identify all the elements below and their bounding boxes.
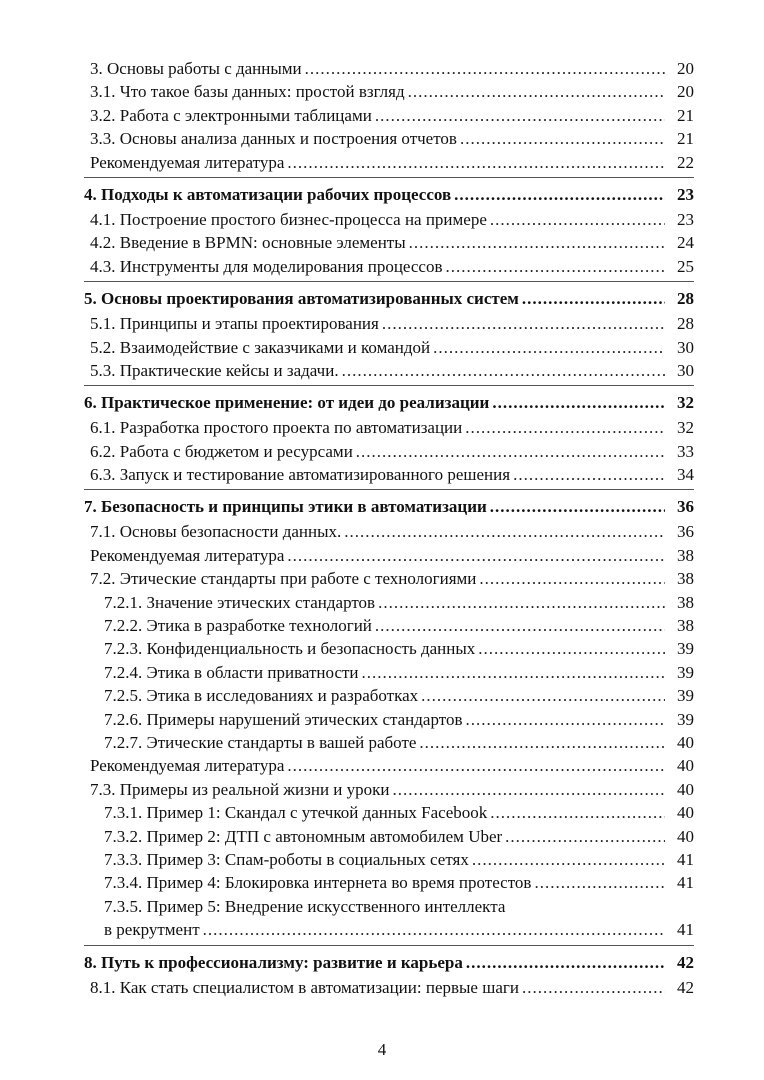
toc-entry-page: 28 bbox=[677, 289, 694, 309]
toc-entry-title: 6. Практическое применение: от идеи до реализации bbox=[84, 393, 490, 413]
toc-chapter-entry[interactable] bbox=[84, 285, 694, 312]
toc-entry[interactable] bbox=[84, 778, 694, 801]
section-divider bbox=[84, 385, 694, 386]
toc-entry-page: 23 bbox=[677, 209, 694, 229]
toc-entry[interactable] bbox=[84, 440, 694, 463]
dot-leader bbox=[513, 463, 665, 486]
toc-entry-title: 7. Безопасность и принципы этики в автоматизации bbox=[84, 497, 487, 517]
toc-entry[interactable] bbox=[84, 208, 694, 231]
dot-leader bbox=[492, 389, 665, 416]
dot-leader bbox=[344, 520, 665, 543]
toc-entry-page: 25 bbox=[677, 256, 694, 276]
toc-entry-page: 42 bbox=[677, 977, 694, 997]
toc-entry-title: 5.3. Практические кейсы и задачи. bbox=[90, 360, 339, 380]
toc-entry-page: 40 bbox=[677, 732, 694, 752]
dot-leader bbox=[479, 567, 665, 590]
toc-entry[interactable] bbox=[84, 151, 694, 174]
toc-entry[interactable] bbox=[84, 359, 694, 382]
dot-leader bbox=[375, 104, 665, 127]
toc-entry-title-continuation: в рекрутмент bbox=[104, 920, 200, 940]
toc-entry-page: 39 bbox=[677, 662, 694, 682]
dot-leader bbox=[375, 614, 665, 637]
dot-leader bbox=[433, 336, 665, 359]
toc-entry-page: 34 bbox=[677, 465, 694, 485]
toc-entry-title: 7.3.5. Пример 5: Внедрение искусственного интеллекта bbox=[104, 896, 506, 916]
toc-entry-title: 7.2.5. Этика в исследованиях и разработках bbox=[104, 686, 419, 706]
dot-leader bbox=[287, 544, 665, 567]
toc-entry[interactable] bbox=[84, 848, 694, 871]
toc-entry-title: 7.3.3. Пример 3: Спам-роботы в социальных сетях bbox=[104, 849, 469, 869]
toc-entry[interactable] bbox=[84, 255, 694, 278]
toc-entry-page: 36 bbox=[677, 497, 694, 517]
section-divider bbox=[84, 945, 694, 946]
toc-entry-title: 7.2.7. Этические стандарты в вашей работе bbox=[104, 732, 417, 752]
page-number: 4 bbox=[377, 1040, 387, 1059]
toc-entry[interactable] bbox=[84, 520, 694, 543]
toc-entry-title: 8. Путь к профессионализму: развитие и карьера bbox=[84, 952, 463, 972]
toc-entry-title: 3.2. Работа с электронными таблицами bbox=[90, 105, 372, 125]
toc-chapter-entry[interactable] bbox=[84, 949, 694, 976]
toc-entry-title: 5. Основы проектирования автоматизированных систем bbox=[84, 289, 519, 309]
toc-entry-page: 33 bbox=[677, 441, 694, 461]
toc-entry-title: 3.3. Основы анализа данных и построения отчетов bbox=[90, 129, 457, 149]
toc-entry-page: 38 bbox=[677, 569, 694, 589]
toc-entry-page: 42 bbox=[677, 952, 694, 972]
toc-entry-title: 7.2.6. Примеры нарушений этических стандартов bbox=[104, 709, 463, 729]
toc-entry[interactable] bbox=[84, 416, 694, 439]
dot-leader bbox=[409, 231, 665, 254]
section-divider bbox=[84, 177, 694, 178]
dot-leader bbox=[356, 440, 665, 463]
toc-entry[interactable] bbox=[84, 336, 694, 359]
toc-entry[interactable] bbox=[84, 684, 694, 707]
toc-entry[interactable] bbox=[84, 754, 694, 777]
toc-entry-title: 7.2.3. Конфиденциальность и безопасность данных bbox=[104, 639, 476, 659]
dot-leader bbox=[460, 127, 665, 150]
dot-leader bbox=[382, 312, 665, 335]
dot-leader bbox=[342, 359, 665, 382]
toc-entry[interactable] bbox=[84, 80, 694, 103]
section-divider bbox=[84, 489, 694, 490]
dot-leader bbox=[465, 416, 665, 439]
dot-leader bbox=[522, 285, 665, 312]
toc-entry-title: 4.1. Построение простого бизнес-процесса на примере bbox=[90, 209, 487, 229]
table-of-contents bbox=[84, 57, 694, 999]
dot-leader bbox=[287, 754, 665, 777]
dot-leader bbox=[465, 708, 665, 731]
dot-leader bbox=[490, 493, 665, 520]
toc-entry[interactable] bbox=[84, 231, 694, 254]
dot-leader bbox=[454, 181, 665, 208]
dot-leader bbox=[362, 661, 665, 684]
toc-entry[interactable] bbox=[84, 825, 694, 848]
toc-entry-page: 28 bbox=[677, 314, 694, 334]
dot-leader bbox=[490, 208, 665, 231]
toc-entry[interactable] bbox=[84, 871, 694, 894]
toc-entry[interactable] bbox=[84, 731, 694, 754]
dot-leader bbox=[408, 80, 665, 103]
toc-entry[interactable] bbox=[84, 614, 694, 637]
toc-entry-page: 38 bbox=[677, 616, 694, 636]
dot-leader bbox=[378, 591, 665, 614]
dot-leader bbox=[419, 731, 665, 754]
dot-leader bbox=[522, 976, 665, 999]
section-divider bbox=[84, 281, 694, 282]
dot-leader bbox=[490, 801, 665, 824]
dot-leader bbox=[534, 871, 665, 894]
dot-leader bbox=[466, 949, 665, 976]
toc-entry-title: 7.3.2. Пример 2: ДТП с автономным автомобилем Uber bbox=[104, 826, 503, 846]
toc-entry[interactable] bbox=[84, 895, 694, 942]
toc-entry-title: 5.1. Принципы и этапы проектирования bbox=[90, 314, 379, 334]
toc-entry-page: 21 bbox=[677, 129, 694, 149]
toc-entry[interactable] bbox=[84, 976, 694, 999]
toc-entry-title: Рекомендуемая литература bbox=[90, 756, 285, 776]
toc-entry-page: 41 bbox=[677, 849, 694, 869]
dot-leader bbox=[203, 918, 665, 941]
toc-entry-page: 32 bbox=[677, 393, 694, 413]
toc-entry-title: 3. Основы работы с данными bbox=[90, 59, 302, 78]
toc-entry-title: 7.3.4. Пример 4: Блокировка интернета во время протестов bbox=[104, 873, 532, 893]
dot-leader bbox=[478, 637, 665, 660]
toc-entry-page: 40 bbox=[677, 779, 694, 799]
toc-entry-page: 20 bbox=[677, 82, 694, 102]
toc-entry-title: Рекомендуемая литература bbox=[90, 152, 285, 172]
toc-entry[interactable] bbox=[84, 312, 694, 335]
toc-entry-page: 41 bbox=[677, 920, 694, 940]
toc-chapter-entry[interactable] bbox=[84, 493, 694, 520]
toc-entry-page: 41 bbox=[677, 873, 694, 893]
toc-entry-page: 40 bbox=[677, 756, 694, 776]
toc-entry-title: 4.3. Инструменты для моделирования процессов bbox=[90, 256, 443, 276]
toc-entry-title: 7.1. Основы безопасности данных. bbox=[90, 522, 342, 542]
toc-entry-title: 4.2. Введение в BPMN: основные элементы bbox=[90, 233, 406, 253]
toc-entry[interactable] bbox=[84, 127, 694, 150]
toc-entry-page: 30 bbox=[677, 337, 694, 357]
toc-entry-page: 38 bbox=[677, 545, 694, 565]
toc-entry[interactable] bbox=[84, 104, 694, 127]
toc-entry[interactable] bbox=[84, 591, 694, 614]
toc-entry-page: 40 bbox=[677, 803, 694, 823]
toc-entry[interactable] bbox=[84, 463, 694, 486]
toc-entry-page: 39 bbox=[677, 709, 694, 729]
dot-leader bbox=[287, 151, 665, 174]
toc-entry-title: 7.3.1. Пример 1: Скандал с утечкой данных Facebook bbox=[104, 803, 488, 823]
toc-entry-page: 36 bbox=[677, 522, 694, 542]
toc-entry-title: 7.2.4. Этика в области приватности bbox=[104, 662, 359, 682]
toc-entry[interactable] bbox=[84, 708, 694, 731]
toc-entry-page: 40 bbox=[677, 826, 694, 846]
toc-entry-page: 22 bbox=[677, 152, 694, 172]
toc-entry-title: Рекомендуемая литература bbox=[90, 545, 285, 565]
toc-entry-page: 32 bbox=[677, 418, 694, 438]
toc-entry-page: 24 bbox=[677, 233, 694, 253]
toc-entry-page: 39 bbox=[677, 639, 694, 659]
dot-leader bbox=[505, 825, 665, 848]
toc-chapter-entry[interactable] bbox=[84, 389, 694, 416]
toc-entry-title: 4. Подходы к автоматизации рабочих процессов bbox=[84, 184, 452, 204]
toc-entry[interactable] bbox=[84, 661, 694, 684]
toc-entry[interactable] bbox=[84, 57, 694, 80]
toc-entry-page: 30 bbox=[677, 360, 694, 380]
toc-entry-page: 38 bbox=[677, 592, 694, 612]
dot-leader bbox=[472, 848, 665, 871]
toc-entry[interactable] bbox=[84, 544, 694, 567]
toc-entry-title: 6.3. Запуск и тестирование автоматизированного решения bbox=[90, 465, 511, 485]
toc-entry-title: 7.3. Примеры из реальной жизни и уроки bbox=[90, 779, 390, 799]
dot-leader bbox=[446, 255, 665, 278]
toc-entry-title: 5.2. Взаимодействие с заказчиками и командой bbox=[90, 337, 431, 357]
toc-entry-title: 3.1. Что такое базы данных: простой взгляд bbox=[90, 82, 405, 102]
dot-leader bbox=[305, 57, 665, 80]
toc-entry[interactable] bbox=[84, 637, 694, 660]
toc-entry-page: 21 bbox=[677, 105, 694, 125]
toc-entry-title: 6.2. Работа с бюджетом и ресурсами bbox=[90, 441, 353, 461]
toc-entry-title: 6.1. Разработка простого проекта по автоматизации bbox=[90, 418, 463, 438]
toc-entry-title: 7.2.2. Этика в разработке технологий bbox=[104, 616, 372, 636]
toc-entry-title: 8.1. Как стать специалистом в автоматизации: первые шаги bbox=[90, 977, 519, 997]
toc-entry-title: 7.2. Этические стандарты при работе с технологиями bbox=[90, 569, 477, 589]
toc-chapter-entry[interactable] bbox=[84, 181, 694, 208]
toc-entry[interactable] bbox=[84, 567, 694, 590]
toc-entry-title: 7.2.1. Значение этических стандартов bbox=[104, 592, 376, 612]
toc-entry[interactable] bbox=[84, 801, 694, 824]
toc-entry-page: 20 bbox=[677, 59, 694, 78]
toc-entry-page: 39 bbox=[677, 686, 694, 706]
toc-entry-page: 23 bbox=[677, 184, 694, 204]
dot-leader bbox=[421, 684, 665, 707]
dot-leader bbox=[393, 778, 665, 801]
